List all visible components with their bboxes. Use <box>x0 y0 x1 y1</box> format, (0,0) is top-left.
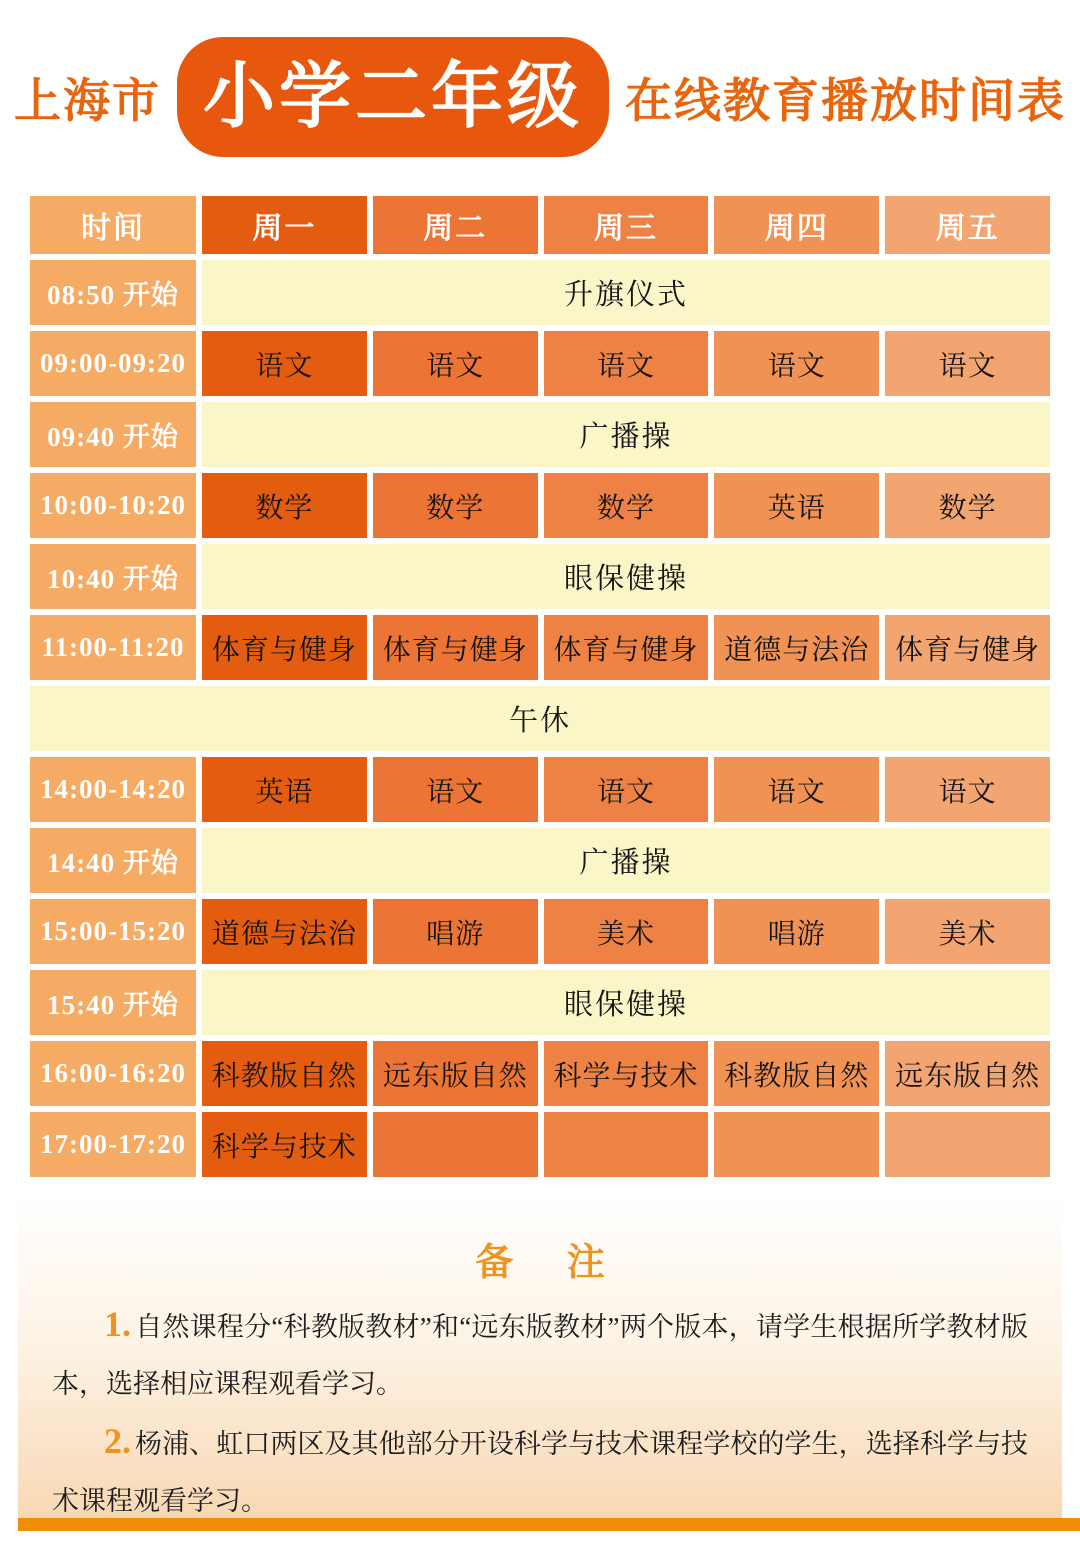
time-cell: 11:00-11:20 <box>30 615 196 680</box>
subject-cell: 美术 <box>885 899 1050 964</box>
time-cell: 10:40 开始 <box>30 544 196 609</box>
title-suffix: 在线教育播放时间表 <box>625 75 1066 128</box>
activity-span-cell: 广播操 <box>202 828 1050 893</box>
subject-cell: 科学与技术 <box>544 1041 709 1106</box>
subject-cell: 道德与法治 <box>714 615 879 680</box>
time-cell: 16:00-16:20 <box>30 1041 196 1106</box>
activity-span-cell: 升旗仪式 <box>202 260 1050 325</box>
subject-cell: 道德与法治 <box>202 899 367 964</box>
subject-cell: 语文 <box>714 331 879 396</box>
note-item-1 <box>52 1296 1028 1413</box>
table-row <box>30 828 1050 893</box>
subject-cell: 语文 <box>885 331 1050 396</box>
subject-cell: 英语 <box>714 473 879 538</box>
title-city: 上海市 <box>13 75 161 128</box>
subject-cell: 科教版自然 <box>714 1041 879 1106</box>
column-header-5: 周五 <box>885 196 1050 254</box>
table-row <box>30 899 1050 964</box>
subject-cell: 数学 <box>202 473 367 538</box>
subject-cell: 语文 <box>885 757 1050 822</box>
note-item-2 <box>52 1413 1028 1530</box>
table-row <box>30 1041 1050 1106</box>
table-row <box>30 686 1050 751</box>
notes-panel <box>18 1197 1062 1518</box>
subject-cell: 数学 <box>373 473 538 538</box>
column-header-3: 周三 <box>544 196 709 254</box>
table-header-row <box>30 196 1050 254</box>
table-row <box>30 331 1050 396</box>
subject-cell: 语文 <box>714 757 879 822</box>
subject-cell: 远东版自然 <box>373 1041 538 1106</box>
column-header-1: 周一 <box>202 196 367 254</box>
time-cell: 17:00-17:20 <box>30 1112 196 1177</box>
note-number-1: 1. <box>104 1304 131 1344</box>
activity-span-cell: 广播操 <box>202 402 1050 467</box>
schedule-table <box>24 190 1056 1183</box>
subject-cell: 科学与技术 <box>202 1112 367 1177</box>
subject-cell: 语文 <box>544 757 709 822</box>
table-row <box>30 544 1050 609</box>
subject-cell: 体育与健身 <box>202 615 367 680</box>
table-row <box>30 615 1050 680</box>
time-cell: 10:00-10:20 <box>30 473 196 538</box>
poster-title <box>0 0 1080 190</box>
subject-cell: 美术 <box>544 899 709 964</box>
time-cell: 15:40 开始 <box>30 970 196 1035</box>
time-cell: 08:50 开始 <box>30 260 196 325</box>
time-cell: 09:00-09:20 <box>30 331 196 396</box>
subject-cell: 语文 <box>373 331 538 396</box>
subject-cell: 科教版自然 <box>202 1041 367 1106</box>
subject-cell: 语文 <box>373 757 538 822</box>
subject-cell <box>544 1112 709 1177</box>
subject-cell: 唱游 <box>373 899 538 964</box>
subject-cell: 体育与健身 <box>885 615 1050 680</box>
subject-cell <box>885 1112 1050 1177</box>
time-cell: 14:00-14:20 <box>30 757 196 822</box>
table-row <box>30 473 1050 538</box>
subject-cell: 远东版自然 <box>885 1041 1050 1106</box>
notes-title: 备 注 <box>475 1242 627 1284</box>
subject-cell: 语文 <box>544 331 709 396</box>
subject-cell: 英语 <box>202 757 367 822</box>
table-row <box>30 402 1050 467</box>
activity-span-cell: 眼保健操 <box>202 970 1050 1035</box>
table-row <box>30 970 1050 1035</box>
table-row <box>30 260 1050 325</box>
note-text-2: 杨浦、虹口两区及其他部分开设科学与技术课程学校的学生，选择科学与技术课程观看学习。 <box>52 1429 1028 1516</box>
subject-cell: 语文 <box>202 331 367 396</box>
table-row <box>30 757 1050 822</box>
title-grade-badge: 小学二年级 <box>177 37 609 157</box>
subject-cell: 数学 <box>544 473 709 538</box>
time-cell: 14:40 开始 <box>30 828 196 893</box>
time-cell: 09:40 开始 <box>30 402 196 467</box>
time-cell: 15:00-15:20 <box>30 899 196 964</box>
subject-cell <box>373 1112 538 1177</box>
subject-cell: 体育与健身 <box>373 615 538 680</box>
note-text-1: 自然课程分“科教版教材”和“远东版教材”两个版本，请学生根据所学教材版本，选择相应课程观看学习。 <box>52 1312 1028 1399</box>
subject-cell: 唱游 <box>714 899 879 964</box>
activity-span-cell: 眼保健操 <box>202 544 1050 609</box>
column-header-2: 周二 <box>373 196 538 254</box>
column-header-0: 时间 <box>30 196 196 254</box>
column-header-4: 周四 <box>714 196 879 254</box>
subject-cell: 数学 <box>885 473 1050 538</box>
subject-cell: 体育与健身 <box>544 615 709 680</box>
note-number-2: 2. <box>104 1421 131 1461</box>
subject-cell <box>714 1112 879 1177</box>
activity-span-cell: 午休 <box>30 686 1050 751</box>
table-row <box>30 1112 1050 1177</box>
